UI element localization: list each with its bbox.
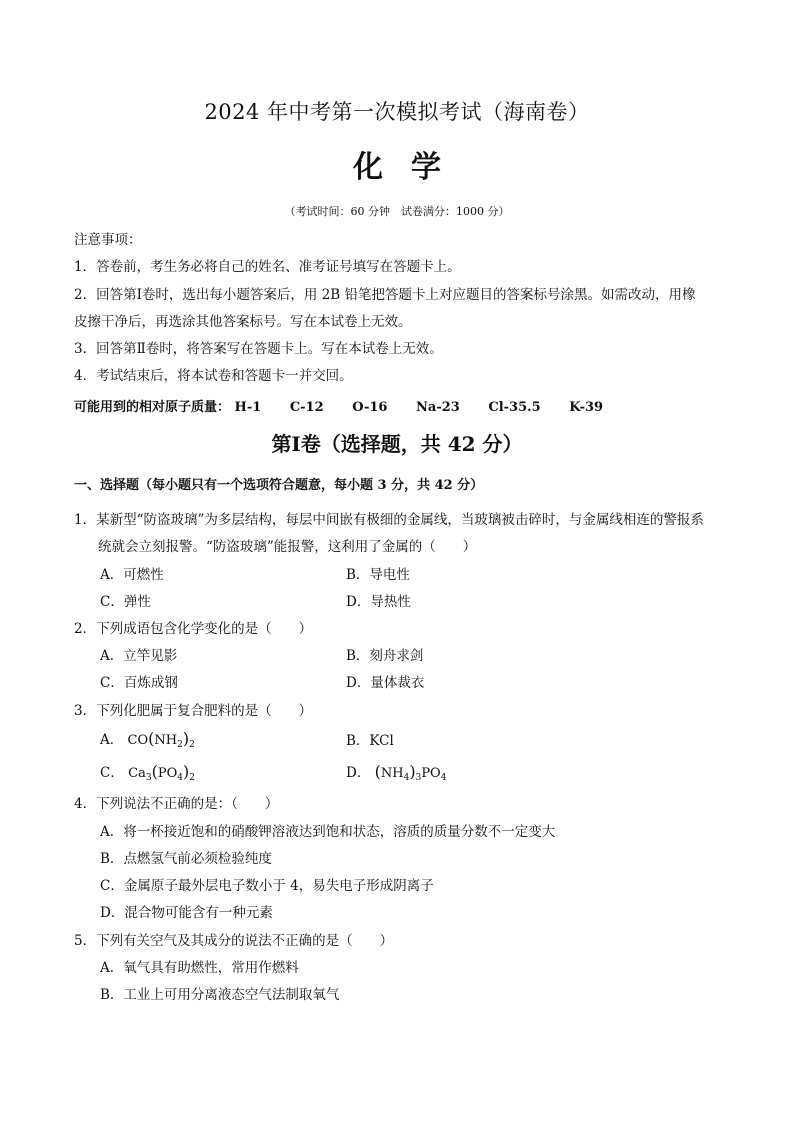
atomic-masses [74,396,603,415]
q1-stem-line2: 统就会立刻报警。“防盗玻璃”能报警，这利用了金属的（ ） [98,539,477,555]
q3-option-b: B．KCl [346,733,394,749]
q2-option-c: C．百炼成钢 [100,675,178,691]
q3-option-d-label: D． [346,765,371,781]
q3-option-a-label: A． [100,732,124,748]
q3-option-c-label: C． [100,765,124,781]
exam-info: （考试时间：60 分钟 试卷满分：1000 分） [284,205,510,218]
q1-option-c: C．弹性 [100,594,151,610]
q4-option-a: A．将一杯接近饱和的硝酸钾溶液达到饱和状态，溶质的质量分数不一定变大 [100,824,556,840]
formula-ammonium-phosphate: $(NH_4)_3PO_4$ [374,762,447,783]
q2-option-a: A．立竿见影 [100,648,178,664]
notice-item: 2．回答第Ⅰ卷时，选出每小题答案后，用 2B 铅笔把答题卡上对应题目的答案标号涂黑。如需改动，用橡 [74,287,696,303]
q3-option-d [346,761,446,783]
q4-option-b: B．点燃氢气前必须检验纯度 [100,851,272,867]
section-heading: 一、选择题（每小题只有一个选项符合题意，每小题 3 分，共 42 分） [74,478,484,493]
atomic-mass: H-1 [234,400,262,415]
q5-option-a: A．氧气具有助燃性，常用作燃料 [100,960,299,976]
notice-item: 1．答卷前，考生务必将自己的姓名、准考证号填写在答题卡上。 [74,259,461,275]
subject-title: 化学 [353,150,469,185]
q1-option-b: B．导电性 [346,567,410,583]
q1-option-a: A．可燃性 [100,567,164,583]
q2-option-d: D．量体裁衣 [346,675,425,691]
q1-stem-line1: 1．某新型“防盗玻璃”为多层结构，每层中间嵌有极细的金属线，当玻璃被击碎时，与金属线相连的警报系 [74,512,704,528]
notice-item: 皮擦干净后，再选涂其他答案标号。写在本试卷上无效。 [74,314,412,330]
notice-heading: 注意事项： [74,232,142,248]
notice-item: 4．考试结束后，将本试卷和答题卡一并交回。 [74,368,353,384]
q5-stem: 5．下列有关空气及其成分的说法不正确的是（ ） [74,933,394,949]
q3-stem: 3．下列化肥属于复合肥料的是（ ） [74,703,313,719]
q1-option-d: D．导热性 [346,594,411,610]
exam-title: 2024 年中考第一次模拟考试（海南卷） [204,100,590,124]
q3-option-c [100,761,195,783]
q5-option-b: B．工业上可用分离液态空气法制取氧气 [100,987,340,1003]
atomic-mass: Cl-35.5 [488,400,541,415]
atomic-masses-label: 可能用到的相对原子质量： [74,400,231,415]
q3-option-a [100,728,195,750]
atomic-mass: K-39 [569,400,604,415]
notice-item: 3．回答第Ⅱ卷时，将答案写在答题卡上。写在本试卷上无效。 [74,341,443,357]
atomic-mass: O-16 [352,400,388,415]
formula-calcium-phosphate: $Ca_3(PO_4)_2$ [128,762,195,783]
part1-title: 第Ⅰ卷（选择题，共 42 分） [271,432,523,456]
atomic-mass: Na-23 [416,400,460,415]
q4-stem: 4．下列说法不正确的是：（ ） [74,796,279,812]
q2-option-b: B．刻舟求剑 [346,648,424,664]
q4-option-c: C．金属原子最外层电子数小于 4，易失电子形成阴离子 [100,878,434,894]
q2-stem: 2．下列成语包含化学变化的是（ ） [74,621,313,637]
formula-urea: $CO(NH_2)_2$ [127,729,195,750]
q4-option-d: D．混合物可能含有一种元素 [100,905,273,921]
atomic-mass: C-12 [289,400,324,415]
